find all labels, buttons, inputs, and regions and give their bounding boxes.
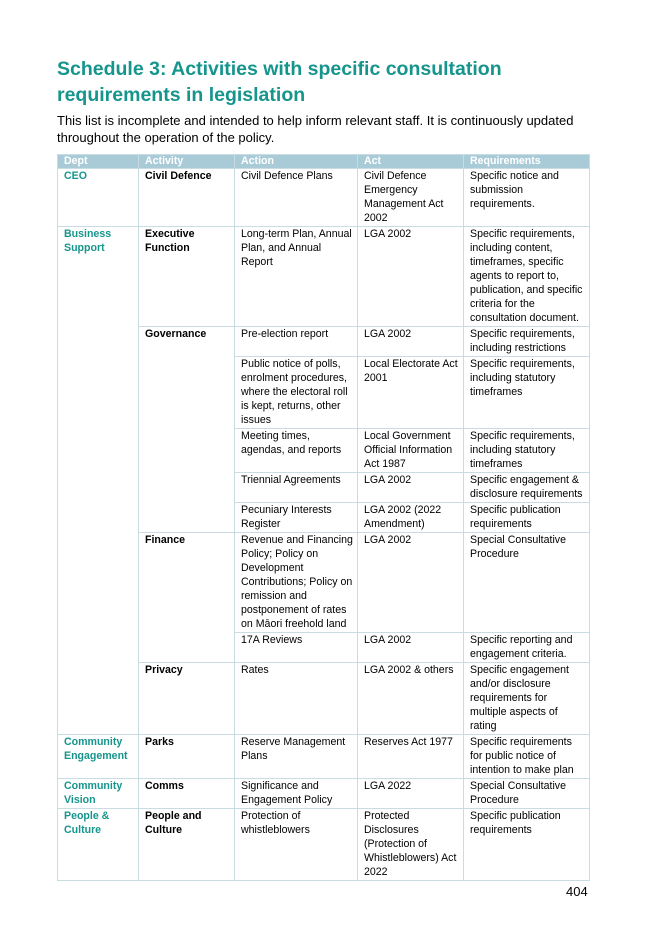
table-row [58,169,590,227]
activity-cell: Finance [139,533,235,663]
activity-cell: Civil Defence [139,169,235,227]
table-row [58,735,590,779]
table-row [58,779,590,809]
act-cell: LGA 2002 [358,473,464,503]
activity-cell: Privacy [139,663,235,735]
header-activity: Activity [139,155,235,169]
requirements-cell: Specific publication requirements [464,503,590,533]
action-cell: Triennial Agreements [235,473,358,503]
requirements-cell: Specific engagement & disclosure requirements [464,473,590,503]
action-cell: Rates [235,663,358,735]
requirements-cell: Specific reporting and engagement criteria. [464,633,590,663]
act-cell: LGA 2002 [358,633,464,663]
act-cell: LGA 2002 & others [358,663,464,735]
action-cell: 17A Reviews [235,633,358,663]
table-row [58,809,590,881]
requirements-cell: Special Consultative Procedure [464,533,590,633]
requirements-cell: Specific requirements, including restrictions [464,327,590,357]
action-cell: Civil Defence Plans [235,169,358,227]
activity-cell: Comms [139,779,235,809]
header-action: Action [235,155,358,169]
header-act: Act [358,155,464,169]
activity-cell: Governance [139,327,235,533]
table-header-row [58,155,590,169]
act-cell: LGA 2022 [358,779,464,809]
act-cell: LGA 2002 (2022 Amendment) [358,503,464,533]
action-cell: Pecuniary Interests Register [235,503,358,533]
act-cell: Reserves Act 1977 [358,735,464,779]
consultation-requirements-table [57,154,590,881]
dept-cell: People & Culture [58,809,139,881]
activity-cell: Executive Function [139,227,235,327]
act-cell: Protected Disclosures (Protection of Whistleblowers) Act 2022 [358,809,464,881]
action-cell: Meeting times, agendas, and reports [235,429,358,473]
requirements-cell: Specific requirements, including statutory timeframes [464,357,590,429]
requirements-cell: Specific engagement and/or disclosure requirements for multiple aspects of rating [464,663,590,735]
requirements-cell: Specific requirements, including statutory timeframes [464,429,590,473]
action-cell: Long-term Plan, Annual Plan, and Annual Report [235,227,358,327]
act-cell: LGA 2002 [358,533,464,633]
act-cell: Civil Defence Emergency Management Act 2002 [358,169,464,227]
requirements-cell: Specific requirements, including content, timeframes, specific agents to report to, publication, and specific criteria for the consultation document. [464,227,590,327]
act-cell: Local Electorate Act 2001 [358,357,464,429]
dept-cell: Community Engagement [58,735,139,779]
table-row [58,227,590,327]
header-dept: Dept [58,155,139,169]
action-cell: Pre-election report [235,327,358,357]
requirements-cell: Specific requirements for public notice of intention to make plan [464,735,590,779]
action-cell: Significance and Engagement Policy [235,779,358,809]
header-requirements: Requirements [464,155,590,169]
action-cell: Revenue and Financing Policy; Policy on Development Contributions; Policy on remission and postponement of rates on Māori freehold land [235,533,358,633]
dept-cell: Business Support [58,227,139,735]
activity-cell: Parks [139,735,235,779]
act-cell: LGA 2002 [358,327,464,357]
action-cell: Protection of whistleblowers [235,809,358,881]
dept-cell: Community Vision [58,779,139,809]
action-cell: Public notice of polls, enrolment procedures, where the electoral roll is kept, returns, other issues [235,357,358,429]
activity-cell: People and Culture [139,809,235,881]
requirements-cell: Special Consultative Procedure [464,779,590,809]
action-cell: Reserve Management Plans [235,735,358,779]
dept-cell: CEO [58,169,139,227]
page-number: 404 [566,884,588,899]
requirements-cell: Specific notice and submission requirements. [464,169,590,227]
intro-paragraph: This list is incomplete and intended to help inform relevant staff. It is continuously updated throughout the operation of the policy. [57,113,574,145]
act-cell: LGA 2002 [358,227,464,327]
requirements-cell: Specific publication requirements [464,809,590,881]
page-title: Schedule 3: Activities with specific consultation requirements in legislation [57,58,502,106]
act-cell: Local Government Official Information Act 1987 [358,429,464,473]
